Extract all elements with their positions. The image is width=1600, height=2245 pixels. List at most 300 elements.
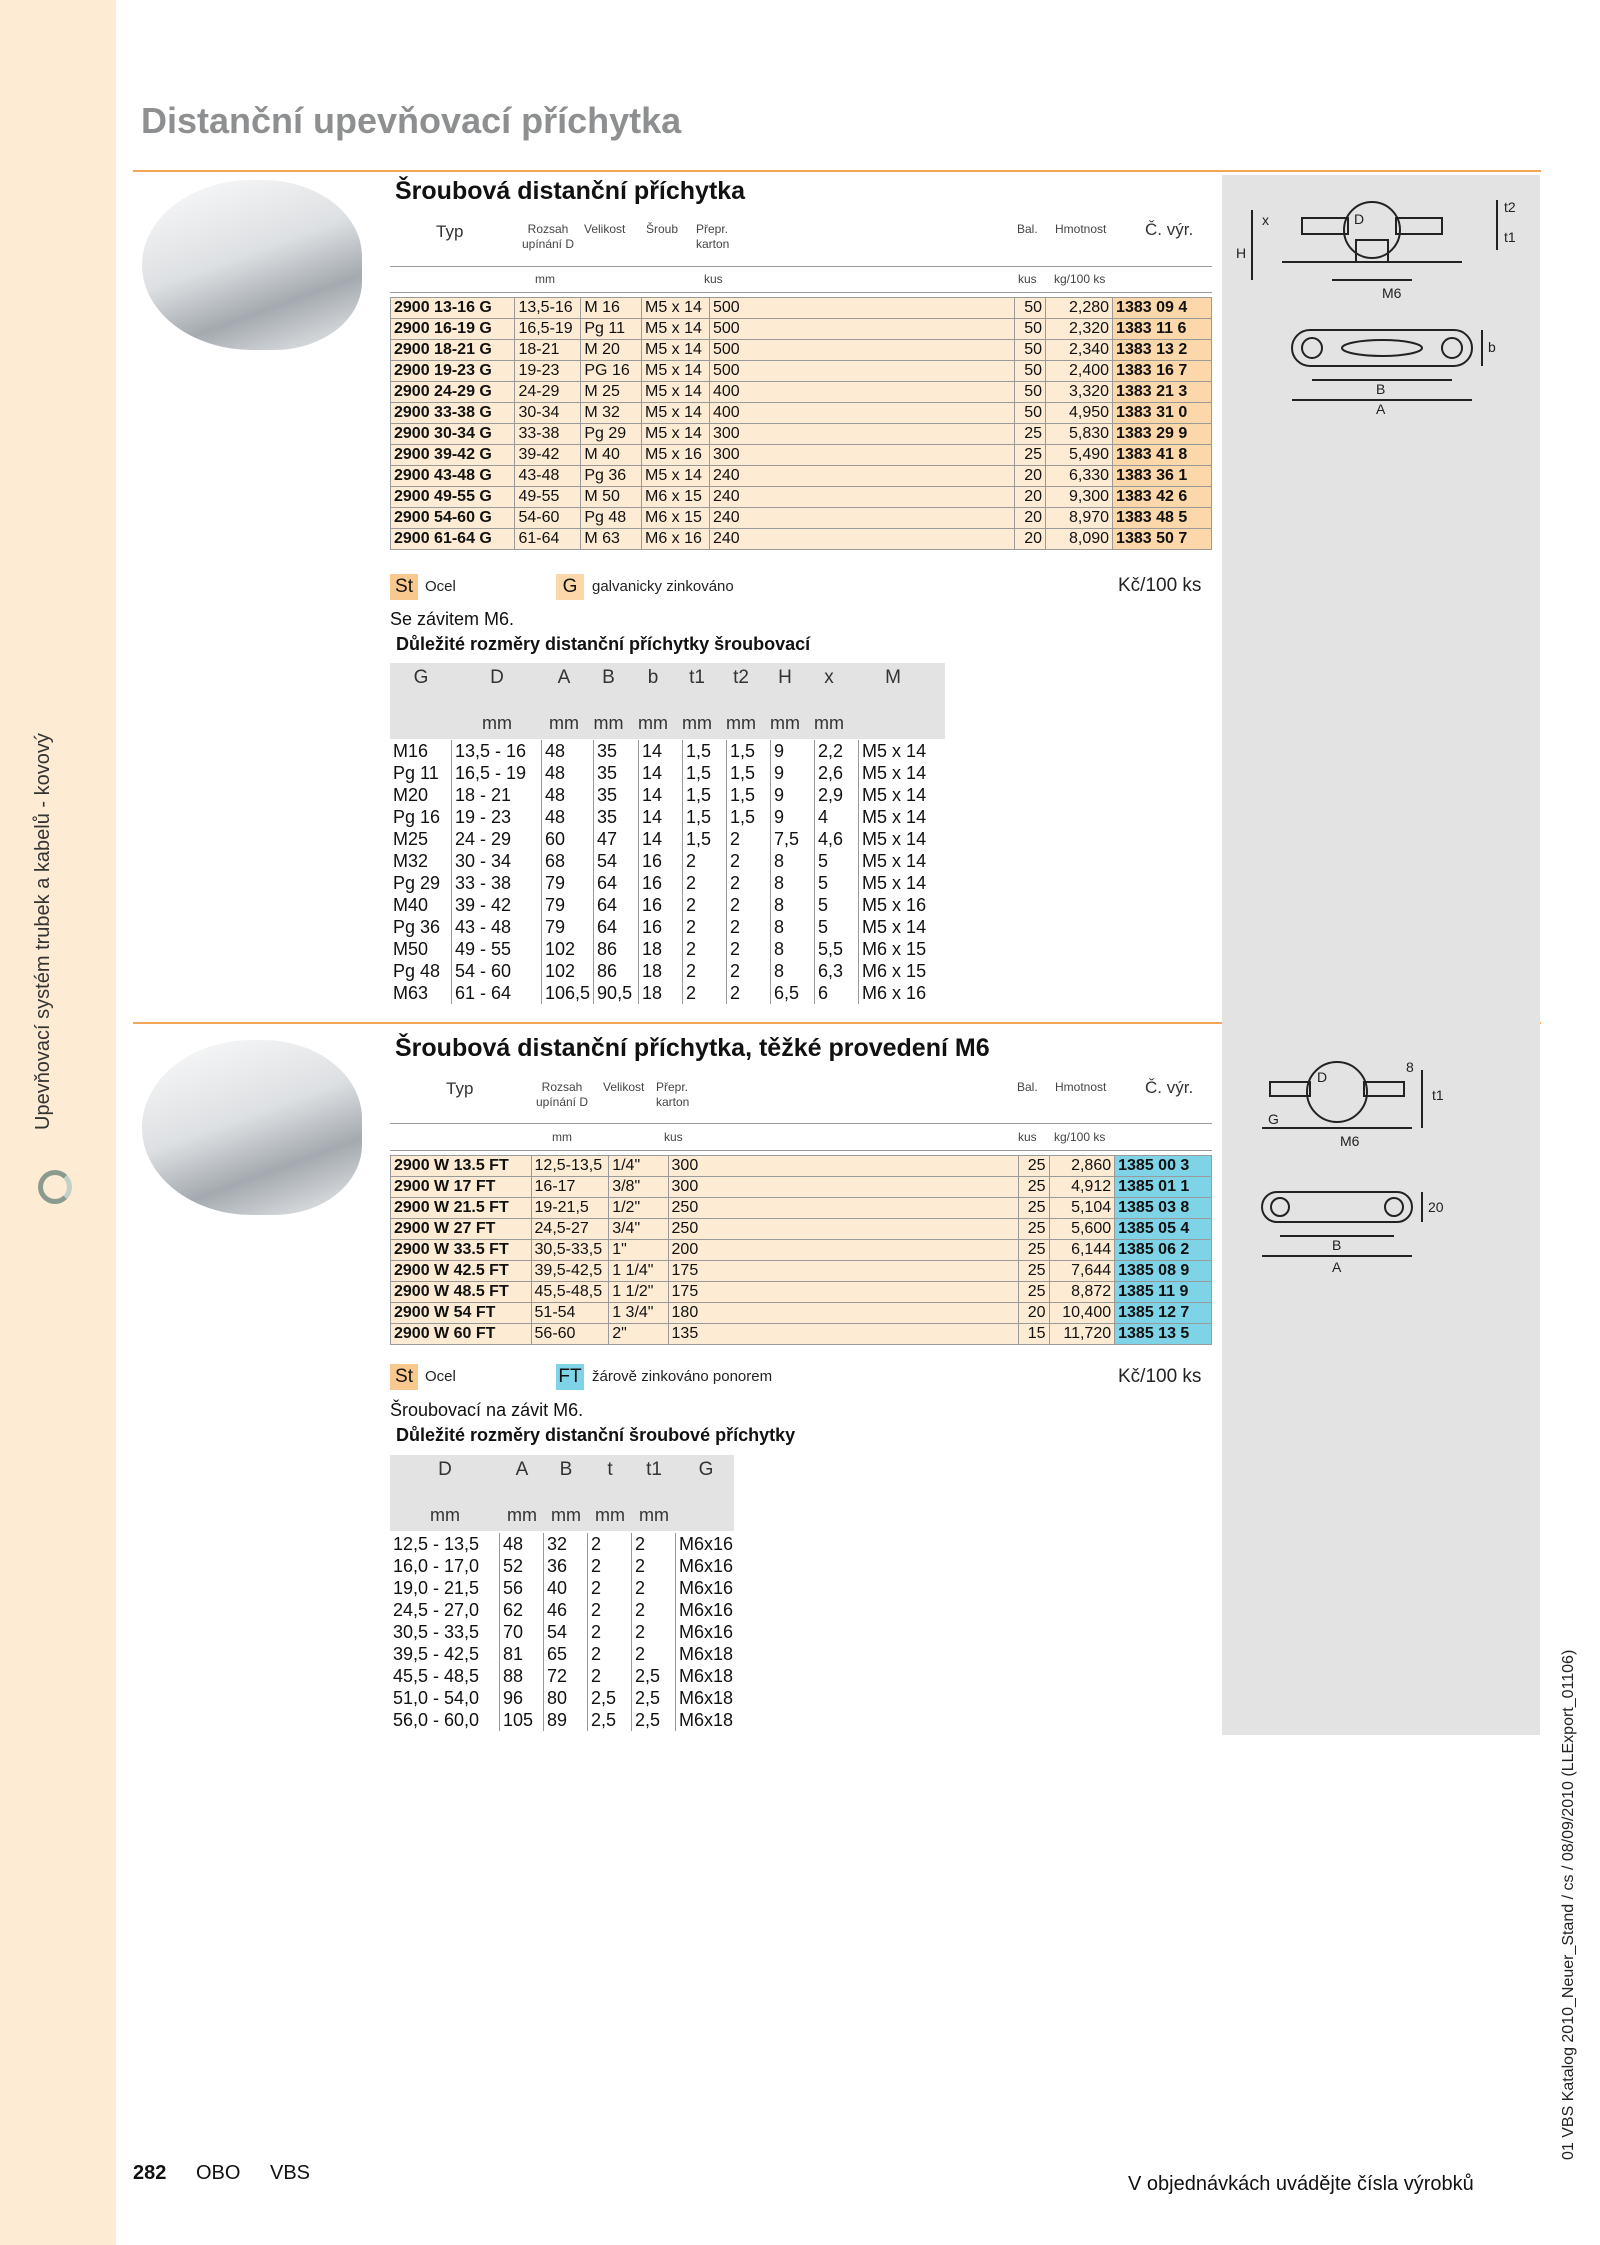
dims-cell: 60 [542,828,594,850]
dims-cell: M6x16 [676,1533,737,1555]
dims-cell: 9 [771,806,815,828]
dims-cell: 5 [815,872,859,894]
table-row [390,938,942,960]
drawing2-label-m6: M6 [1340,1133,1360,1149]
cell-cislo: 1383 09 4 [1113,298,1212,319]
cell-cislo: 1383 48 5 [1113,508,1212,529]
table-row [391,1177,1212,1198]
side-label: Upevňovací systém trubek a kabelů - kovový [32,733,54,1130]
dims-cell: 2 [588,1621,632,1643]
cell-cislo: 1383 21 3 [1113,382,1212,403]
dims-cell: 2 [632,1577,676,1599]
cell-rozsah: 51-54 [531,1303,609,1324]
cell-typ: 2900 43-48 G [391,466,515,487]
table-row [390,762,942,784]
s2-dims-title: Důležité rozměry distanční šroubové příchytky [396,1425,796,1445]
s2-unit-rozsah: mm [552,1130,572,1144]
cell-typ: 2900 W 17 FT [391,1177,532,1198]
drawing-label-m6: M6 [1382,285,1402,301]
section1-title: Šroubová distanční příchytka [395,177,746,205]
dims-cell: 2,6 [815,762,859,784]
dims-cell: 8 [771,894,815,916]
dims-cell: M6x18 [676,1687,737,1709]
dims-cell: 12,5 - 13,5 [393,1534,480,1554]
s2-price-unit: Kč/100 ks [1118,1366,1202,1387]
s2-header-prepr: Přepr. karton [656,1080,690,1109]
dims-cell: 33 - 38 [452,872,542,894]
cell-prepr: 300 [668,1156,1019,1177]
cell-typ: 2900 33-38 G [391,403,515,424]
s1-header-hmotnost: Hmotnost [1055,222,1107,236]
s2-units-rule [390,1150,1212,1151]
dims-cell: 56 [500,1577,544,1599]
cell-typ: 2900 13-16 G [391,298,515,319]
cell-rozsah: 43-48 [515,466,581,487]
dims-cell: 62 [500,1599,544,1621]
s1-header-cvyr: Č. výr. [1145,220,1194,239]
table-row [390,850,942,872]
dims-cell: 24,5 - 27,0 [393,1600,480,1620]
cell-prepr: 250 [668,1219,1019,1240]
dims-cell: 14 [639,740,683,762]
cell-hmotnost: 9,300 [1046,487,1113,508]
top-divider [133,170,1541,172]
cell-sroub: M6 x 16 [641,529,709,550]
dims-cell: M16 [393,741,429,761]
dims-cell: 1,5 [727,740,771,762]
dims-cell: 35 [594,784,639,806]
table-row [390,828,942,850]
s2-header-cvyr: Č. výr. [1145,1078,1194,1097]
dims-cell: 2 [727,960,771,982]
dims-unit-cell: mm [726,713,756,733]
dims-header-cell: b [647,667,659,688]
cell-cislo: 1383 31 0 [1113,403,1212,424]
dims-cell: 14 [639,784,683,806]
cell-rozsah: 33-38 [515,424,581,445]
dims-cell: M5 x 14 [859,872,943,894]
dims-cell: 2 [727,894,771,916]
dims-cell: M5 x 14 [859,740,943,762]
cell-prepr: 240 [709,487,1014,508]
dims-cell: 88 [500,1665,544,1687]
cell-velikost: M 63 [581,529,642,550]
dims-header-cell: B [602,667,615,688]
dims-cell: 46 [544,1599,588,1621]
cell-rozsah: 16-17 [531,1177,609,1198]
cell-cislo: 1385 03 8 [1115,1198,1212,1219]
dims-cell: 54 - 60 [452,960,542,982]
cell-bal: 25 [1019,1240,1049,1261]
dims-cell: 90,5 [594,982,639,1004]
drawing-label-b-small: b [1488,339,1496,355]
dims-cell: 43 - 48 [452,916,542,938]
cell-bal: 25 [1019,1219,1049,1240]
s1-header-rule [390,266,1212,267]
cell-bal: 50 [1015,319,1046,340]
dims-cell: 1,5 [683,828,727,850]
cell-cislo: 1385 00 3 [1115,1156,1212,1177]
cell-sroub: M5 x 14 [641,403,709,424]
dims-cell: 39,5 - 42,5 [393,1644,480,1664]
cell-prepr: 240 [709,529,1014,550]
dims-cell: 102 [542,960,594,982]
dims-unit-cell: mm [593,713,624,733]
cell-rozsah: 61-64 [515,529,581,550]
cell-typ: 2900 W 48.5 FT [391,1282,532,1303]
table-row [391,1198,1212,1219]
cell-rozsah: 13,5-16 [515,298,581,319]
s1-legend-st-text: Ocel [425,578,456,595]
cell-sroub: M5 x 14 [641,340,709,361]
cell-typ: 2900 24-29 G [391,382,515,403]
dims-cell: 35 [594,762,639,784]
cell-bal: 50 [1015,382,1046,403]
cell-velikost: M 20 [581,340,642,361]
s1-header-prepr: Přepr. karton [696,222,730,251]
cell-velikost: 2" [609,1324,668,1345]
dims-cell: 18 - 21 [452,784,542,806]
footer-series: VBS [270,2162,311,2184]
s1-units-rule [390,292,1212,293]
s1-dims-header [390,663,945,739]
dims-cell: M6x18 [676,1709,737,1731]
dims-cell: 54 [594,850,639,872]
dims-cell: 18 [639,982,683,1004]
s2-header-hmotnost: Hmotnost [1055,1080,1107,1094]
table-row [391,1324,1212,1345]
dims-cell: 86 [594,938,639,960]
cell-prepr: 300 [709,445,1014,466]
dims-cell: 2,5 [632,1665,676,1687]
cell-sroub: M5 x 14 [641,298,709,319]
cell-sroub: M5 x 14 [641,466,709,487]
dims-cell: 86 [594,960,639,982]
dims-cell: 2 [632,1621,676,1643]
dims-header-cell: A [515,1459,529,1480]
dims-cell: 2 [632,1555,676,1577]
dims-cell: 2 [683,894,727,916]
s1-product-table [390,297,1212,550]
cell-cislo: 1383 16 7 [1113,361,1212,382]
dims-cell: Pg 36 [393,917,441,937]
dims-cell: M6x16 [676,1621,737,1643]
cell-bal: 25 [1019,1282,1049,1303]
cell-typ: 2900 39-42 G [391,445,515,466]
cell-cislo: 1385 13 5 [1115,1324,1212,1345]
s1-header-sroub: Šroub [646,222,679,236]
table-row [390,982,942,1004]
dims-unit-cell: mm [814,713,844,733]
dims-cell: 48 [542,762,594,784]
cell-sroub: M5 x 14 [641,361,709,382]
dims-cell: 48 [542,806,594,828]
s2-product-table [390,1155,1212,1345]
dims-cell: 24 - 29 [452,828,542,850]
dims-cell: 106,5 [542,982,594,1004]
cell-cislo: 1385 06 2 [1115,1240,1212,1261]
cell-hmotnost: 2,280 [1046,298,1113,319]
s2-legend-st: St [390,1364,418,1390]
s2-note: Šroubovací na závit M6. [390,1400,584,1420]
dims-cell: 6,3 [815,960,859,982]
table-row [391,340,1212,361]
dims-cell: 2 [588,1643,632,1665]
dims-unit-cell: mm [430,1505,460,1525]
s1-price-unit: Kč/100 ks [1118,575,1202,596]
table-row [390,1665,736,1687]
technical-drawing-clip [1232,180,1532,430]
dims-cell: 64 [594,872,639,894]
dims-cell: 2 [727,916,771,938]
cell-typ: 2900 W 21.5 FT [391,1198,532,1219]
cell-cislo: 1385 08 9 [1115,1261,1212,1282]
dims-cell: 9 [771,762,815,784]
dims-cell: 16 [639,850,683,872]
cell-velikost: 1 1/4" [609,1261,668,1282]
dims-cell: 48 [500,1533,544,1555]
dims-cell: 14 [639,806,683,828]
dims-cell: M5 x 14 [859,784,943,806]
dims-cell: 49 - 55 [452,938,542,960]
cell-prepr: 400 [709,403,1014,424]
cell-cislo: 1383 11 6 [1113,319,1212,340]
cell-prepr: 175 [668,1282,1019,1303]
cell-hmotnost: 7,644 [1049,1261,1115,1282]
dims-cell: 2 [588,1665,632,1687]
dims-cell: 70 [500,1621,544,1643]
cell-hmotnost: 5,104 [1049,1198,1115,1219]
drawing-label-d: D [1354,211,1365,227]
cell-prepr: 240 [709,466,1014,487]
table-row [391,298,1212,319]
cell-typ: 2900 W 54 FT [391,1303,532,1324]
cell-velikost: M 32 [581,403,642,424]
drawing2-label-b: B [1332,1237,1342,1253]
s1-header-bal: Bal. [1017,222,1038,236]
table-row [390,1555,736,1577]
dims-cell: 45,5 - 48,5 [393,1666,480,1686]
cell-typ: 2900 W 27 FT [391,1219,532,1240]
cell-cislo: 1385 05 4 [1115,1219,1212,1240]
cell-rozsah: 39,5-42,5 [531,1261,609,1282]
dims-cell: M40 [393,895,429,915]
dims-cell: M20 [393,785,429,805]
dims-cell: M6x18 [676,1643,737,1665]
cell-velikost: 1" [609,1240,668,1261]
dims-cell: 16 [639,894,683,916]
dims-cell: 1,5 [727,762,771,784]
table-row [390,1621,736,1643]
dims-cell: 4 [815,806,859,828]
table-row [390,894,942,916]
dims-unit-cell: mm [507,1505,537,1525]
dims-cell: 2 [632,1643,676,1665]
table-row [390,784,942,806]
drawing-label-t2: t2 [1504,199,1516,215]
cell-bal: 25 [1015,424,1046,445]
dims-cell: M5 x 14 [859,762,943,784]
cell-velikost: M 16 [581,298,642,319]
dims-cell: 5 [815,916,859,938]
cell-hmotnost: 8,970 [1046,508,1113,529]
dims-header-cell: M [885,667,901,688]
cell-cislo: 1385 01 1 [1115,1177,1212,1198]
cell-velikost: 1 1/2" [609,1282,668,1303]
dims-cell: 35 [594,740,639,762]
dims-cell: M5 x 14 [859,806,943,828]
cell-hmotnost: 10,400 [1049,1303,1115,1324]
cell-velikost: 1 3/4" [609,1303,668,1324]
cell-hmotnost: 2,320 [1046,319,1113,340]
cell-hmotnost: 5,490 [1046,445,1113,466]
dims-cell: 8 [771,938,815,960]
table-row [391,1219,1212,1240]
dims-header-cell: B [559,1459,573,1480]
dims-cell: 48 [542,740,594,762]
dims-cell: 32 [544,1533,588,1555]
cell-prepr: 240 [709,508,1014,529]
cell-cislo: 1383 42 6 [1113,487,1212,508]
s2-legend-st-text: Ocel [425,1368,456,1385]
cell-bal: 20 [1019,1303,1049,1324]
drawing2-label-a: A [1332,1259,1342,1275]
dims-cell: 2,5 [588,1687,632,1709]
product-photo-heavy-clip [142,1040,362,1215]
dims-cell: M50 [393,939,429,959]
dims-cell: 1,5 [683,784,727,806]
dims-cell: 19 - 23 [452,806,542,828]
dims-cell: 2 [588,1533,632,1555]
cell-typ: 2900 W 33.5 FT [391,1240,532,1261]
dims-cell: 16 [639,916,683,938]
dims-cell: 8 [771,960,815,982]
page-number: 282 [133,2162,167,2184]
cell-rozsah: 12,5-13,5 [531,1156,609,1177]
table-row [391,1282,1212,1303]
drawing-label-h: H [1236,245,1247,261]
table-row [390,872,942,894]
dims-unit-cell: mm [595,1505,625,1525]
cell-prepr: 200 [668,1240,1019,1261]
drawing-label-a: A [1376,401,1386,417]
cell-cislo: 1383 36 1 [1113,466,1212,487]
dims-cell: 2 [632,1533,676,1555]
section2-title: Šroubová distanční příchytka, těžké provedení M6 [395,1034,990,1062]
table-row [391,424,1212,445]
dims-cell: 6 [815,982,859,1004]
cell-typ: 2900 49-55 G [391,487,515,508]
table-row [391,466,1212,487]
cell-hmotnost: 3,320 [1046,382,1113,403]
cell-bal: 25 [1015,445,1046,466]
s1-legend-g: G [556,574,584,600]
cell-hmotnost: 8,090 [1046,529,1113,550]
technical-drawing-heavy-clip [1232,1040,1532,1280]
dims-header-cell: H [778,667,792,688]
dims-header-cell: t1 [646,1459,662,1480]
s1-legend-st: St [390,574,418,600]
dims-cell: 65 [544,1643,588,1665]
cell-prepr: 180 [668,1303,1019,1324]
cell-cislo: 1383 50 7 [1113,529,1212,550]
cell-cislo: 1385 12 7 [1115,1303,1212,1324]
drawing2-label-20: 20 [1428,1199,1444,1215]
dims-cell: 96 [500,1687,544,1709]
dims-cell: 51,0 - 54,0 [393,1688,480,1708]
table-row [391,403,1212,424]
cell-typ: 2900 W 13.5 FT [391,1156,532,1177]
cell-bal: 20 [1015,508,1046,529]
dims-cell: 36 [544,1555,588,1577]
dims-header-cell: t2 [733,667,749,688]
dims-cell: 16,5 - 19 [452,762,542,784]
dims-cell: 48 [542,784,594,806]
cell-hmotnost: 6,144 [1049,1240,1115,1261]
dims-cell: 18 [639,960,683,982]
dims-header-cell: A [557,667,571,688]
cell-hmotnost: 5,600 [1049,1219,1115,1240]
cell-velikost: 1/2" [609,1198,668,1219]
cell-hmotnost: 11,720 [1049,1324,1115,1345]
dims-cell: 2 [727,828,771,850]
cell-velikost: Pg 48 [581,508,642,529]
table-row [391,319,1212,340]
cell-rozsah: 18-21 [515,340,581,361]
obo-logo-icon [38,1170,72,1204]
catalog-export-label: 01 VBS Katalog 2010_Neuer_Stand / cs / 08/09/2010 (LLExport_01106) [1560,1649,1577,2160]
drawing2-label-d: D [1317,1069,1328,1085]
dims-cell: M5 x 14 [859,850,943,872]
s2-header-rozsah: Rozsah upínání D [535,1080,589,1109]
s1-unit-hmotnost: kg/100 ks [1054,272,1106,286]
cell-rozsah: 49-55 [515,487,581,508]
cell-sroub: M5 x 14 [641,319,709,340]
cell-bal: 25 [1019,1156,1049,1177]
cell-hmotnost: 4,950 [1046,403,1113,424]
cell-cislo: 1383 13 2 [1113,340,1212,361]
dims-cell: 4,6 [815,828,859,850]
s2-unit-prepr: kus [664,1130,683,1144]
dims-cell: 56,0 - 60,0 [393,1710,480,1730]
dims-cell: 2 [588,1555,632,1577]
table-row [390,1709,736,1731]
dims-cell: M6 x 16 [859,982,943,1004]
cell-bal: 50 [1015,298,1046,319]
dims-cell: 2,9 [815,784,859,806]
cell-hmotnost: 2,400 [1046,361,1113,382]
dims-cell: 2 [683,850,727,872]
cell-typ: 2900 54-60 G [391,508,515,529]
drawing2-label-t1: t1 [1432,1087,1444,1103]
dims-cell: 2 [683,916,727,938]
dims-cell: 1,5 [683,806,727,828]
cell-prepr: 250 [668,1198,1019,1219]
dims-cell: 81 [500,1643,544,1665]
cell-prepr: 300 [709,424,1014,445]
s1-note: Se závitem M6. [390,609,515,629]
cell-hmotnost: 8,872 [1049,1282,1115,1303]
cell-rozsah: 45,5-48,5 [531,1282,609,1303]
cell-prepr: 400 [709,382,1014,403]
dims-header-cell: t1 [689,667,705,688]
dims-header-cell: D [438,1459,452,1480]
dims-cell: 14 [639,762,683,784]
drawing2-label-g: G [1268,1111,1279,1127]
cell-velikost: M 40 [581,445,642,466]
dims-cell: M6 x 15 [859,960,943,982]
dims-cell: 2 [727,872,771,894]
